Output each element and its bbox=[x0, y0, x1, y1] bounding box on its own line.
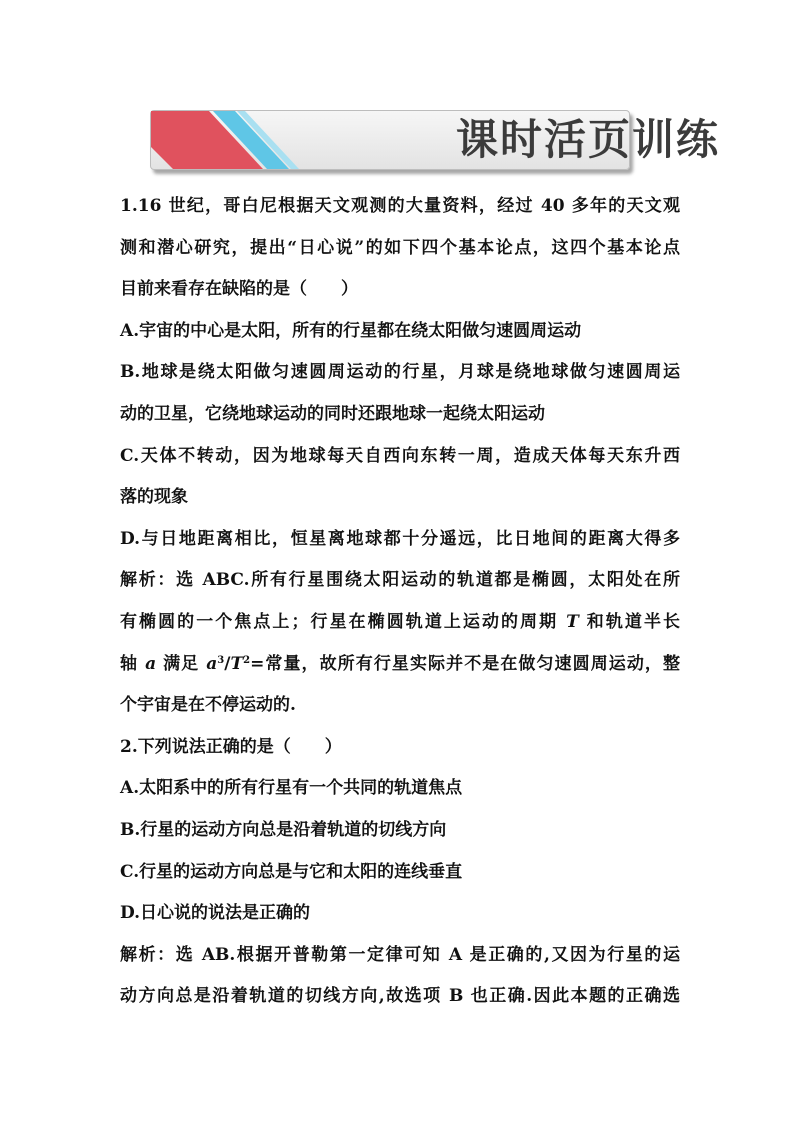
q2-analysis-line-2: 动方向总是沿着轨道的切线方向,故选项 B 也正确.因此本题的正确选 bbox=[120, 986, 680, 1007]
q1-option-c-line-1: C.天体不转动，因为地球每天自西向东转一周，造成天体每天东升西 bbox=[120, 445, 680, 466]
q1-analysis-line-3 bbox=[120, 644, 680, 686]
q1-analysis-line-2 bbox=[120, 602, 680, 644]
q2-option-d: D.日心说的说法是正确的 bbox=[120, 903, 311, 924]
q1-option-c-line-2: 落的现象 bbox=[120, 487, 188, 508]
q1-stem-line-1: 1.16 世纪，哥白尼根据天文观测的大量资料，经过 40 多年的天文观 bbox=[120, 196, 680, 216]
q2-option-b: B.行星的运动方向总是沿着轨道的切线方向 bbox=[120, 819, 447, 840]
q2-analysis-line-1: 解析：选 AB.根据开普勒第一定律可知 A 是正确的,又因为行星的运 bbox=[120, 944, 680, 965]
q1-analysis-line-4: 个宇宙是在不停运动的. bbox=[120, 695, 296, 716]
formula-exponent-3: 3 bbox=[217, 654, 225, 666]
semi-major-axis-symbol: a bbox=[145, 653, 157, 674]
q2-stem: 2.下列说法正确的是（ ） bbox=[120, 736, 342, 757]
q1-analysis-line-1: 解析：选 ABC.所有行星围绕太阳运动的轨道都是椭圆，太阳处在所 bbox=[120, 570, 680, 591]
formula-slash: / bbox=[224, 653, 231, 674]
period-symbol: T bbox=[566, 611, 579, 632]
q2-option-c: C.行星的运动方向总是与它和太阳的连线垂直 bbox=[120, 861, 463, 882]
exercise-content bbox=[120, 186, 680, 1018]
q2-option-a: A.太阳系中的所有行星有一个共同的轨道焦点 bbox=[120, 778, 463, 799]
q1-analysis-text: 满足 bbox=[156, 653, 207, 674]
q1-option-b-line-2: 动的卫星，它绕地球运动的同时还跟地球一起绕太阳运动 bbox=[120, 403, 545, 424]
section-banner bbox=[150, 110, 721, 170]
q1-analysis-text: 有椭圆的一个焦点上；行星在椭圆轨道上运动的周期 bbox=[120, 611, 567, 632]
formula-a: a bbox=[206, 653, 218, 674]
q1-option-b-line-1: B.地球是绕太阳做匀速圆周运动的行星，月球是绕地球做匀速圆周运 bbox=[120, 362, 680, 383]
banner-title: 课时活页训练 bbox=[456, 115, 721, 164]
formula-exponent-2: 2 bbox=[243, 654, 251, 666]
q1-option-a: A.宇宙的中心是太阳，所有的行星都在绕太阳做匀速圆周运动 bbox=[120, 320, 582, 341]
q1-analysis-text: 和轨道半长 bbox=[578, 611, 681, 632]
q1-option-d: D.与日地距离相比，恒星离地球都十分遥远，比日地间的距离大得多 bbox=[120, 528, 680, 549]
q1-stem-line-2: 测和潜心研究，提出“日心说”的如下四个基本论点，这四个基本论点 bbox=[120, 237, 680, 258]
q1-analysis-text: =常量，故所有行星实际并不是在做匀速圆周运动，整 bbox=[250, 653, 681, 674]
q1-analysis-text: 轴 bbox=[120, 653, 146, 674]
q1-stem-line-3: 目前来看存在缺陷的是（ ） bbox=[120, 279, 358, 300]
formula-T: T bbox=[230, 653, 244, 674]
